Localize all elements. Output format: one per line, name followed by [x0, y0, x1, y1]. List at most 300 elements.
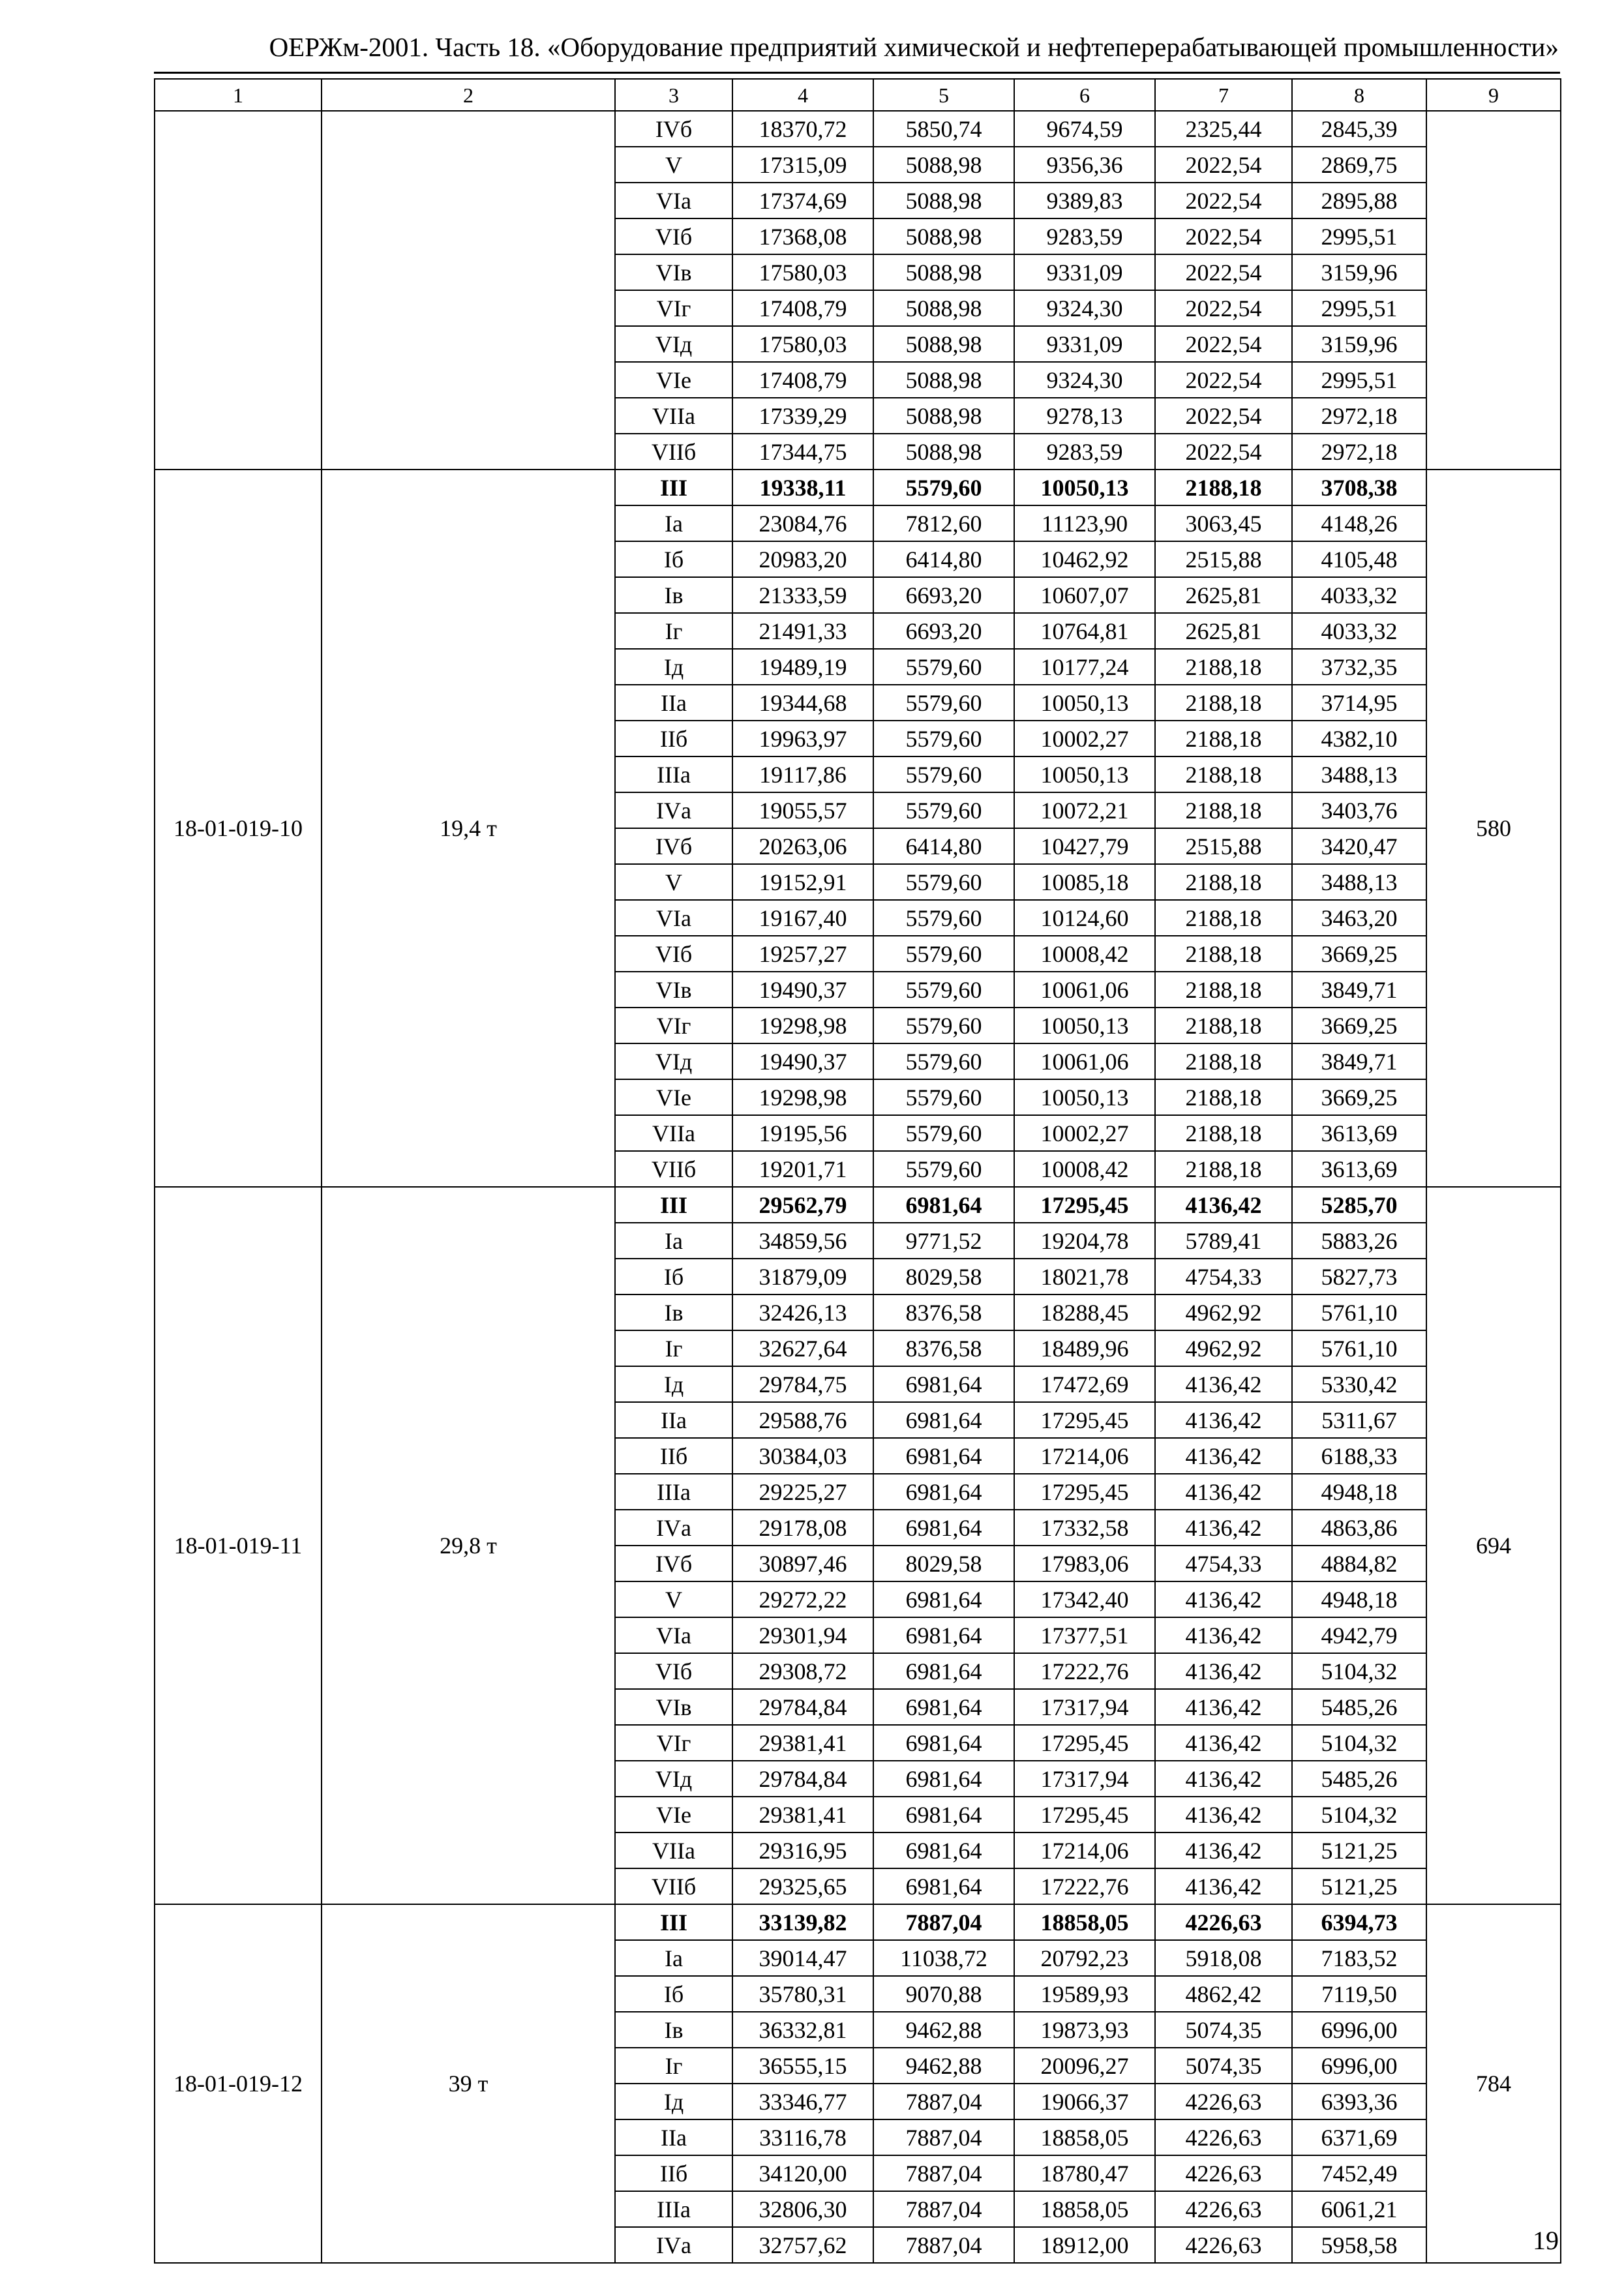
- materials-cell: 6393,36: [1292, 2084, 1426, 2119]
- machinists-wages-cell: 4754,33: [1155, 1546, 1292, 1581]
- coefficient-cell: V: [615, 1581, 732, 1617]
- coefficient-cell: IIIа: [615, 756, 732, 792]
- materials-cell: 2972,18: [1292, 398, 1426, 434]
- total-cost-cell: 31879,09: [732, 1259, 873, 1294]
- materials-cell: 5121,25: [1292, 1833, 1426, 1868]
- total-cost-cell: 20263,06: [732, 828, 873, 864]
- coefficient-cell: Iб: [615, 541, 732, 577]
- total-cost-cell: 29562,79: [732, 1187, 873, 1223]
- wages-cell: 6981,64: [873, 1833, 1014, 1868]
- coefficient-cell: IIа: [615, 1402, 732, 1438]
- materials-cell: 4863,86: [1292, 1510, 1426, 1546]
- machinists-wages-cell: 4226,63: [1155, 2155, 1292, 2191]
- coefficient-cell: IIа: [615, 685, 732, 721]
- machines-cell: 17295,45: [1014, 1474, 1155, 1510]
- machinists-wages-cell: 4136,42: [1155, 1402, 1292, 1438]
- machines-cell: 17377,51: [1014, 1617, 1155, 1653]
- machinists-wages-cell: 2188,18: [1155, 792, 1292, 828]
- total-cost-cell: 19489,19: [732, 649, 873, 685]
- column-number-row: [155, 79, 1561, 111]
- machinists-wages-cell: 2188,18: [1155, 649, 1292, 685]
- machinists-wages-cell: 2325,44: [1155, 111, 1292, 147]
- column-number: 1: [155, 79, 322, 111]
- materials-cell: 4033,32: [1292, 577, 1426, 613]
- total-cost-cell: 29381,41: [732, 1725, 873, 1761]
- coefficient-cell: Iд: [615, 2084, 732, 2119]
- materials-cell: 2845,39: [1292, 111, 1426, 147]
- wages-cell: 5579,60: [873, 972, 1014, 1008]
- materials-cell: 3714,95: [1292, 685, 1426, 721]
- machines-cell: 10462,92: [1014, 541, 1155, 577]
- coefficient-cell: VIб: [615, 936, 732, 972]
- materials-cell: 3849,71: [1292, 972, 1426, 1008]
- machines-cell: 17472,69: [1014, 1366, 1155, 1402]
- wages-cell: 6981,64: [873, 1617, 1014, 1653]
- machinists-wages-cell: 2188,18: [1155, 756, 1292, 792]
- machines-cell: 19204,78: [1014, 1223, 1155, 1259]
- wages-cell: 6414,80: [873, 541, 1014, 577]
- machinists-wages-cell: 2022,54: [1155, 218, 1292, 254]
- coefficient-cell: IIб: [615, 721, 732, 756]
- machines-cell: 17317,94: [1014, 1689, 1155, 1725]
- materials-cell: 2995,51: [1292, 218, 1426, 254]
- column-9-cell: 784: [1426, 1904, 1561, 2263]
- machinists-wages-cell: 2515,88: [1155, 541, 1292, 577]
- machines-cell: 19066,37: [1014, 2084, 1155, 2119]
- machinists-wages-cell: 4754,33: [1155, 1259, 1292, 1294]
- materials-cell: 5761,10: [1292, 1330, 1426, 1366]
- materials-cell: 5485,26: [1292, 1689, 1426, 1725]
- total-cost-cell: 19963,97: [732, 721, 873, 756]
- machines-cell: 17317,94: [1014, 1761, 1155, 1797]
- total-cost-cell: 21491,33: [732, 613, 873, 649]
- total-cost-cell: 19298,98: [732, 1079, 873, 1115]
- total-cost-cell: 23084,76: [732, 505, 873, 541]
- machines-cell: 18288,45: [1014, 1294, 1155, 1330]
- materials-cell: 3669,25: [1292, 936, 1426, 972]
- column-number: 8: [1292, 79, 1426, 111]
- materials-cell: 4105,48: [1292, 541, 1426, 577]
- materials-cell: 6371,69: [1292, 2119, 1426, 2155]
- coefficient-cell: Iб: [615, 1976, 732, 2012]
- materials-cell: 2972,18: [1292, 434, 1426, 470]
- wages-cell: 6981,64: [873, 1438, 1014, 1474]
- coefficient-cell: Iг: [615, 2048, 732, 2084]
- coefficient-cell: VIб: [615, 1653, 732, 1689]
- materials-cell: 5330,42: [1292, 1366, 1426, 1402]
- total-cost-cell: 29784,75: [732, 1366, 873, 1402]
- wages-cell: 8376,58: [873, 1294, 1014, 1330]
- column-9-cell: [1426, 111, 1561, 470]
- machines-cell: 10061,06: [1014, 1043, 1155, 1079]
- coefficient-cell: IVа: [615, 1510, 732, 1546]
- wages-cell: 6981,64: [873, 1797, 1014, 1833]
- machines-cell: 17295,45: [1014, 1187, 1155, 1223]
- wages-cell: 5579,60: [873, 1115, 1014, 1151]
- materials-cell: 3159,96: [1292, 254, 1426, 290]
- coefficient-cell: III: [615, 1904, 732, 1940]
- wages-cell: 6981,64: [873, 1510, 1014, 1546]
- wages-cell: 6981,64: [873, 1187, 1014, 1223]
- total-cost-cell: 17580,03: [732, 254, 873, 290]
- page-header-title: ОЕРЖм-2001. Часть 18. «Оборудование предприятий химической и нефтеперерабатывающей промышленности»: [269, 32, 1559, 62]
- total-cost-cell: 20983,20: [732, 541, 873, 577]
- coefficient-cell: IVа: [615, 2227, 732, 2263]
- item-code-cell: [155, 111, 322, 470]
- wages-cell: 5088,98: [873, 326, 1014, 362]
- machines-cell: 18858,05: [1014, 2191, 1155, 2227]
- wages-cell: 6693,20: [873, 577, 1014, 613]
- total-cost-cell: 18370,72: [732, 111, 873, 147]
- total-cost-cell: 19201,71: [732, 1151, 873, 1187]
- machinists-wages-cell: 3063,45: [1155, 505, 1292, 541]
- machinists-wages-cell: 4136,42: [1155, 1581, 1292, 1617]
- machinists-wages-cell: 2188,18: [1155, 1008, 1292, 1043]
- total-cost-cell: 29308,72: [732, 1653, 873, 1689]
- coefficient-cell: IIа: [615, 2119, 732, 2155]
- materials-cell: 4948,18: [1292, 1474, 1426, 1510]
- machinists-wages-cell: 4136,42: [1155, 1474, 1292, 1510]
- table-row: [155, 470, 1561, 505]
- materials-cell: 3159,96: [1292, 326, 1426, 362]
- materials-cell: 7452,49: [1292, 2155, 1426, 2191]
- wages-cell: 5579,60: [873, 936, 1014, 972]
- materials-cell: 2869,75: [1292, 147, 1426, 183]
- machinists-wages-cell: 4226,63: [1155, 2191, 1292, 2227]
- materials-cell: 4033,32: [1292, 613, 1426, 649]
- total-cost-cell: 34120,00: [732, 2155, 873, 2191]
- coefficient-cell: VIг: [615, 290, 732, 326]
- materials-cell: 6394,73: [1292, 1904, 1426, 1940]
- wages-cell: 7887,04: [873, 2227, 1014, 2263]
- machines-cell: 17214,06: [1014, 1833, 1155, 1868]
- coefficient-cell: IVа: [615, 792, 732, 828]
- machinists-wages-cell: 2188,18: [1155, 936, 1292, 972]
- materials-cell: 4884,82: [1292, 1546, 1426, 1581]
- wages-cell: 5579,60: [873, 1043, 1014, 1079]
- machines-cell: 10050,13: [1014, 470, 1155, 505]
- wages-cell: 7887,04: [873, 2119, 1014, 2155]
- wages-cell: 9771,52: [873, 1223, 1014, 1259]
- coefficient-cell: VIе: [615, 1797, 732, 1833]
- machinists-wages-cell: 4136,42: [1155, 1366, 1292, 1402]
- materials-cell: 6996,00: [1292, 2012, 1426, 2048]
- machinists-wages-cell: 2188,18: [1155, 1043, 1292, 1079]
- coefficient-cell: Iв: [615, 577, 732, 613]
- total-cost-cell: 32627,64: [732, 1330, 873, 1366]
- materials-cell: 4942,79: [1292, 1617, 1426, 1653]
- machines-cell: 10008,42: [1014, 936, 1155, 972]
- materials-cell: 3613,69: [1292, 1151, 1426, 1187]
- total-cost-cell: 29325,65: [732, 1868, 873, 1904]
- machines-cell: 18021,78: [1014, 1259, 1155, 1294]
- wages-cell: 6981,64: [873, 1474, 1014, 1510]
- machinists-wages-cell: 4136,42: [1155, 1761, 1292, 1797]
- machines-cell: 18780,47: [1014, 2155, 1155, 2191]
- total-cost-cell: 19338,11: [732, 470, 873, 505]
- total-cost-cell: 29178,08: [732, 1510, 873, 1546]
- coefficient-cell: VIе: [615, 362, 732, 398]
- wages-cell: 5088,98: [873, 183, 1014, 218]
- total-cost-cell: 29272,22: [732, 1581, 873, 1617]
- column-9-cell: 580: [1426, 470, 1561, 1187]
- machines-cell: 18912,00: [1014, 2227, 1155, 2263]
- machinists-wages-cell: 4136,42: [1155, 1833, 1292, 1868]
- coefficient-cell: VIIб: [615, 1151, 732, 1187]
- coefficient-cell: VIIб: [615, 1868, 732, 1904]
- coefficient-cell: Iв: [615, 2012, 732, 2048]
- machinists-wages-cell: 2188,18: [1155, 1151, 1292, 1187]
- machines-cell: 10002,27: [1014, 721, 1155, 756]
- coefficient-cell: VIIб: [615, 434, 732, 470]
- wages-cell: 6693,20: [873, 613, 1014, 649]
- wages-cell: 5579,60: [873, 756, 1014, 792]
- machinists-wages-cell: 2022,54: [1155, 290, 1292, 326]
- machinists-wages-cell: 2188,18: [1155, 1079, 1292, 1115]
- machines-cell: 18858,05: [1014, 1904, 1155, 1940]
- wages-cell: 7887,04: [873, 2155, 1014, 2191]
- coefficient-cell: VIг: [615, 1008, 732, 1043]
- coefficient-cell: Iг: [615, 613, 732, 649]
- machines-cell: 9283,59: [1014, 434, 1155, 470]
- materials-cell: 3669,25: [1292, 1079, 1426, 1115]
- materials-cell: 3613,69: [1292, 1115, 1426, 1151]
- materials-cell: 3708,38: [1292, 470, 1426, 505]
- coefficient-cell: VIа: [615, 183, 732, 218]
- machinists-wages-cell: 2188,18: [1155, 685, 1292, 721]
- materials-cell: 7119,50: [1292, 1976, 1426, 2012]
- coefficient-cell: IVб: [615, 111, 732, 147]
- machinists-wages-cell: 2188,18: [1155, 864, 1292, 900]
- machines-cell: 17222,76: [1014, 1653, 1155, 1689]
- wages-cell: 5088,98: [873, 147, 1014, 183]
- machines-cell: 11123,90: [1014, 505, 1155, 541]
- column-number: 2: [322, 79, 615, 111]
- machines-cell: 10008,42: [1014, 1151, 1155, 1187]
- materials-cell: 3488,13: [1292, 756, 1426, 792]
- wages-cell: 5579,60: [873, 1151, 1014, 1187]
- coefficient-cell: VIд: [615, 326, 732, 362]
- machinists-wages-cell: 4136,42: [1155, 1187, 1292, 1223]
- total-cost-cell: 17344,75: [732, 434, 873, 470]
- machinists-wages-cell: 2188,18: [1155, 900, 1292, 936]
- materials-cell: 4948,18: [1292, 1581, 1426, 1617]
- machines-cell: 17332,58: [1014, 1510, 1155, 1546]
- wages-cell: 8029,58: [873, 1259, 1014, 1294]
- wages-cell: 5579,60: [873, 1079, 1014, 1115]
- machines-cell: 10050,13: [1014, 1079, 1155, 1115]
- machinists-wages-cell: 5074,35: [1155, 2012, 1292, 2048]
- machinists-wages-cell: 4862,42: [1155, 1976, 1292, 2012]
- machinists-wages-cell: 2625,81: [1155, 613, 1292, 649]
- coefficient-cell: Iв: [615, 1294, 732, 1330]
- column-number: 9: [1426, 79, 1561, 111]
- coefficient-cell: VIIа: [615, 398, 732, 434]
- machinists-wages-cell: 5789,41: [1155, 1223, 1292, 1259]
- machinists-wages-cell: 4136,42: [1155, 1797, 1292, 1833]
- coefficient-cell: IIб: [615, 1438, 732, 1474]
- machines-cell: 9389,83: [1014, 183, 1155, 218]
- machinists-wages-cell: 4226,63: [1155, 2227, 1292, 2263]
- materials-cell: 5285,70: [1292, 1187, 1426, 1223]
- machines-cell: 17295,45: [1014, 1402, 1155, 1438]
- machinists-wages-cell: 4136,42: [1155, 1438, 1292, 1474]
- machines-cell: 17214,06: [1014, 1438, 1155, 1474]
- wages-cell: 5579,60: [873, 685, 1014, 721]
- wages-cell: 6981,64: [873, 1689, 1014, 1725]
- wages-cell: 7887,04: [873, 1904, 1014, 1940]
- machines-cell: 20096,27: [1014, 2048, 1155, 2084]
- machines-cell: 10085,18: [1014, 864, 1155, 900]
- materials-cell: 5761,10: [1292, 1294, 1426, 1330]
- machines-cell: 10764,81: [1014, 613, 1155, 649]
- machines-cell: 18489,96: [1014, 1330, 1155, 1366]
- column-9-cell: 694: [1426, 1187, 1561, 1904]
- machinists-wages-cell: 4962,92: [1155, 1294, 1292, 1330]
- machinists-wages-cell: 4136,42: [1155, 1725, 1292, 1761]
- machines-cell: 10050,13: [1014, 685, 1155, 721]
- materials-cell: 5104,32: [1292, 1725, 1426, 1761]
- machinists-wages-cell: 4136,42: [1155, 1868, 1292, 1904]
- machines-cell: 17295,45: [1014, 1797, 1155, 1833]
- machines-cell: 9331,09: [1014, 326, 1155, 362]
- wages-cell: 5579,60: [873, 1008, 1014, 1043]
- machines-cell: 10002,27: [1014, 1115, 1155, 1151]
- machinists-wages-cell: 4962,92: [1155, 1330, 1292, 1366]
- materials-cell: 4148,26: [1292, 505, 1426, 541]
- machinists-wages-cell: 2188,18: [1155, 1115, 1292, 1151]
- item-code-cell: 18-01-019-11: [155, 1187, 322, 1904]
- total-cost-cell: 17368,08: [732, 218, 873, 254]
- machinists-wages-cell: 2022,54: [1155, 183, 1292, 218]
- machinists-wages-cell: 4136,42: [1155, 1653, 1292, 1689]
- coefficient-cell: IIIа: [615, 2191, 732, 2227]
- materials-cell: 2995,51: [1292, 290, 1426, 326]
- total-cost-cell: 29381,41: [732, 1797, 873, 1833]
- wages-cell: 5850,74: [873, 111, 1014, 147]
- machinists-wages-cell: 4136,42: [1155, 1617, 1292, 1653]
- machines-cell: 10050,13: [1014, 1008, 1155, 1043]
- materials-cell: 6996,00: [1292, 2048, 1426, 2084]
- total-cost-cell: 29225,27: [732, 1474, 873, 1510]
- coefficient-cell: VIб: [615, 218, 732, 254]
- total-cost-cell: 29316,95: [732, 1833, 873, 1868]
- coefficient-cell: VIа: [615, 1617, 732, 1653]
- total-cost-cell: 19167,40: [732, 900, 873, 936]
- materials-cell: 5485,26: [1292, 1761, 1426, 1797]
- machinists-wages-cell: 2625,81: [1155, 577, 1292, 613]
- machinists-wages-cell: 4226,63: [1155, 2119, 1292, 2155]
- total-cost-cell: 29784,84: [732, 1689, 873, 1725]
- total-cost-cell: 19117,86: [732, 756, 873, 792]
- machines-cell: 9283,59: [1014, 218, 1155, 254]
- wages-cell: 5579,60: [873, 864, 1014, 900]
- wages-cell: 5088,98: [873, 434, 1014, 470]
- coefficient-cell: IIб: [615, 2155, 732, 2191]
- total-cost-cell: 30384,03: [732, 1438, 873, 1474]
- total-cost-cell: 19152,91: [732, 864, 873, 900]
- coefficient-cell: Iд: [615, 649, 732, 685]
- machinists-wages-cell: 2022,54: [1155, 362, 1292, 398]
- materials-cell: 3732,35: [1292, 649, 1426, 685]
- materials-cell: 4382,10: [1292, 721, 1426, 756]
- coefficient-cell: III: [615, 470, 732, 505]
- table-row: [155, 1187, 1561, 1223]
- column-number: 6: [1014, 79, 1155, 111]
- wages-cell: 5579,60: [873, 721, 1014, 756]
- equipment-mass-cell: 19,4 т: [322, 470, 615, 1187]
- materials-cell: 5104,32: [1292, 1797, 1426, 1833]
- total-cost-cell: 33346,77: [732, 2084, 873, 2119]
- total-cost-cell: 33116,78: [732, 2119, 873, 2155]
- machinists-wages-cell: 4136,42: [1155, 1689, 1292, 1725]
- materials-cell: 2895,88: [1292, 183, 1426, 218]
- materials-cell: 3463,20: [1292, 900, 1426, 936]
- column-number: 3: [615, 79, 732, 111]
- total-cost-cell: 32426,13: [732, 1294, 873, 1330]
- wages-cell: 5579,60: [873, 900, 1014, 936]
- machinists-wages-cell: 2022,54: [1155, 326, 1292, 362]
- coefficient-cell: VIIа: [615, 1833, 732, 1868]
- column-number: 4: [732, 79, 873, 111]
- page-number: 19: [1533, 2226, 1559, 2255]
- wages-cell: 6981,64: [873, 1581, 1014, 1617]
- machines-cell: 17222,76: [1014, 1868, 1155, 1904]
- total-cost-cell: 36555,15: [732, 2048, 873, 2084]
- wages-cell: 7887,04: [873, 2191, 1014, 2227]
- coefficient-cell: V: [615, 147, 732, 183]
- machines-cell: 17295,45: [1014, 1725, 1155, 1761]
- total-cost-cell: 21333,59: [732, 577, 873, 613]
- machinists-wages-cell: 5074,35: [1155, 2048, 1292, 2084]
- materials-cell: 3488,13: [1292, 864, 1426, 900]
- machines-cell: 10607,07: [1014, 577, 1155, 613]
- machines-cell: 10177,24: [1014, 649, 1155, 685]
- wages-cell: 9462,88: [873, 2012, 1014, 2048]
- coefficient-cell: IVб: [615, 828, 732, 864]
- materials-cell: 2995,51: [1292, 362, 1426, 398]
- total-cost-cell: 35780,31: [732, 1976, 873, 2012]
- equipment-mass-cell: 29,8 т: [322, 1187, 615, 1904]
- total-cost-cell: 19490,37: [732, 1043, 873, 1079]
- wages-cell: 6981,64: [873, 1366, 1014, 1402]
- machines-cell: 10072,21: [1014, 792, 1155, 828]
- total-cost-cell: 17408,79: [732, 290, 873, 326]
- header-rule: [154, 72, 1560, 74]
- machinists-wages-cell: 2515,88: [1155, 828, 1292, 864]
- wages-cell: 6414,80: [873, 828, 1014, 864]
- total-cost-cell: 17339,29: [732, 398, 873, 434]
- total-cost-cell: 17374,69: [732, 183, 873, 218]
- coefficient-cell: VIе: [615, 1079, 732, 1115]
- total-cost-cell: 32806,30: [732, 2191, 873, 2227]
- total-cost-cell: 19195,56: [732, 1115, 873, 1151]
- machines-cell: 10050,13: [1014, 756, 1155, 792]
- machines-cell: 19589,93: [1014, 1976, 1155, 2012]
- coefficient-cell: Iг: [615, 1330, 732, 1366]
- item-code-cell: 18-01-019-10: [155, 470, 322, 1187]
- coefficient-cell: VIд: [615, 1043, 732, 1079]
- total-cost-cell: 19055,57: [732, 792, 873, 828]
- column-number: 5: [873, 79, 1014, 111]
- total-cost-cell: 17315,09: [732, 147, 873, 183]
- materials-cell: 3403,76: [1292, 792, 1426, 828]
- materials-cell: 3669,25: [1292, 1008, 1426, 1043]
- wages-cell: 7812,60: [873, 505, 1014, 541]
- wages-cell: 6981,64: [873, 1653, 1014, 1689]
- total-cost-cell: 36332,81: [732, 2012, 873, 2048]
- wages-cell: 6981,64: [873, 1402, 1014, 1438]
